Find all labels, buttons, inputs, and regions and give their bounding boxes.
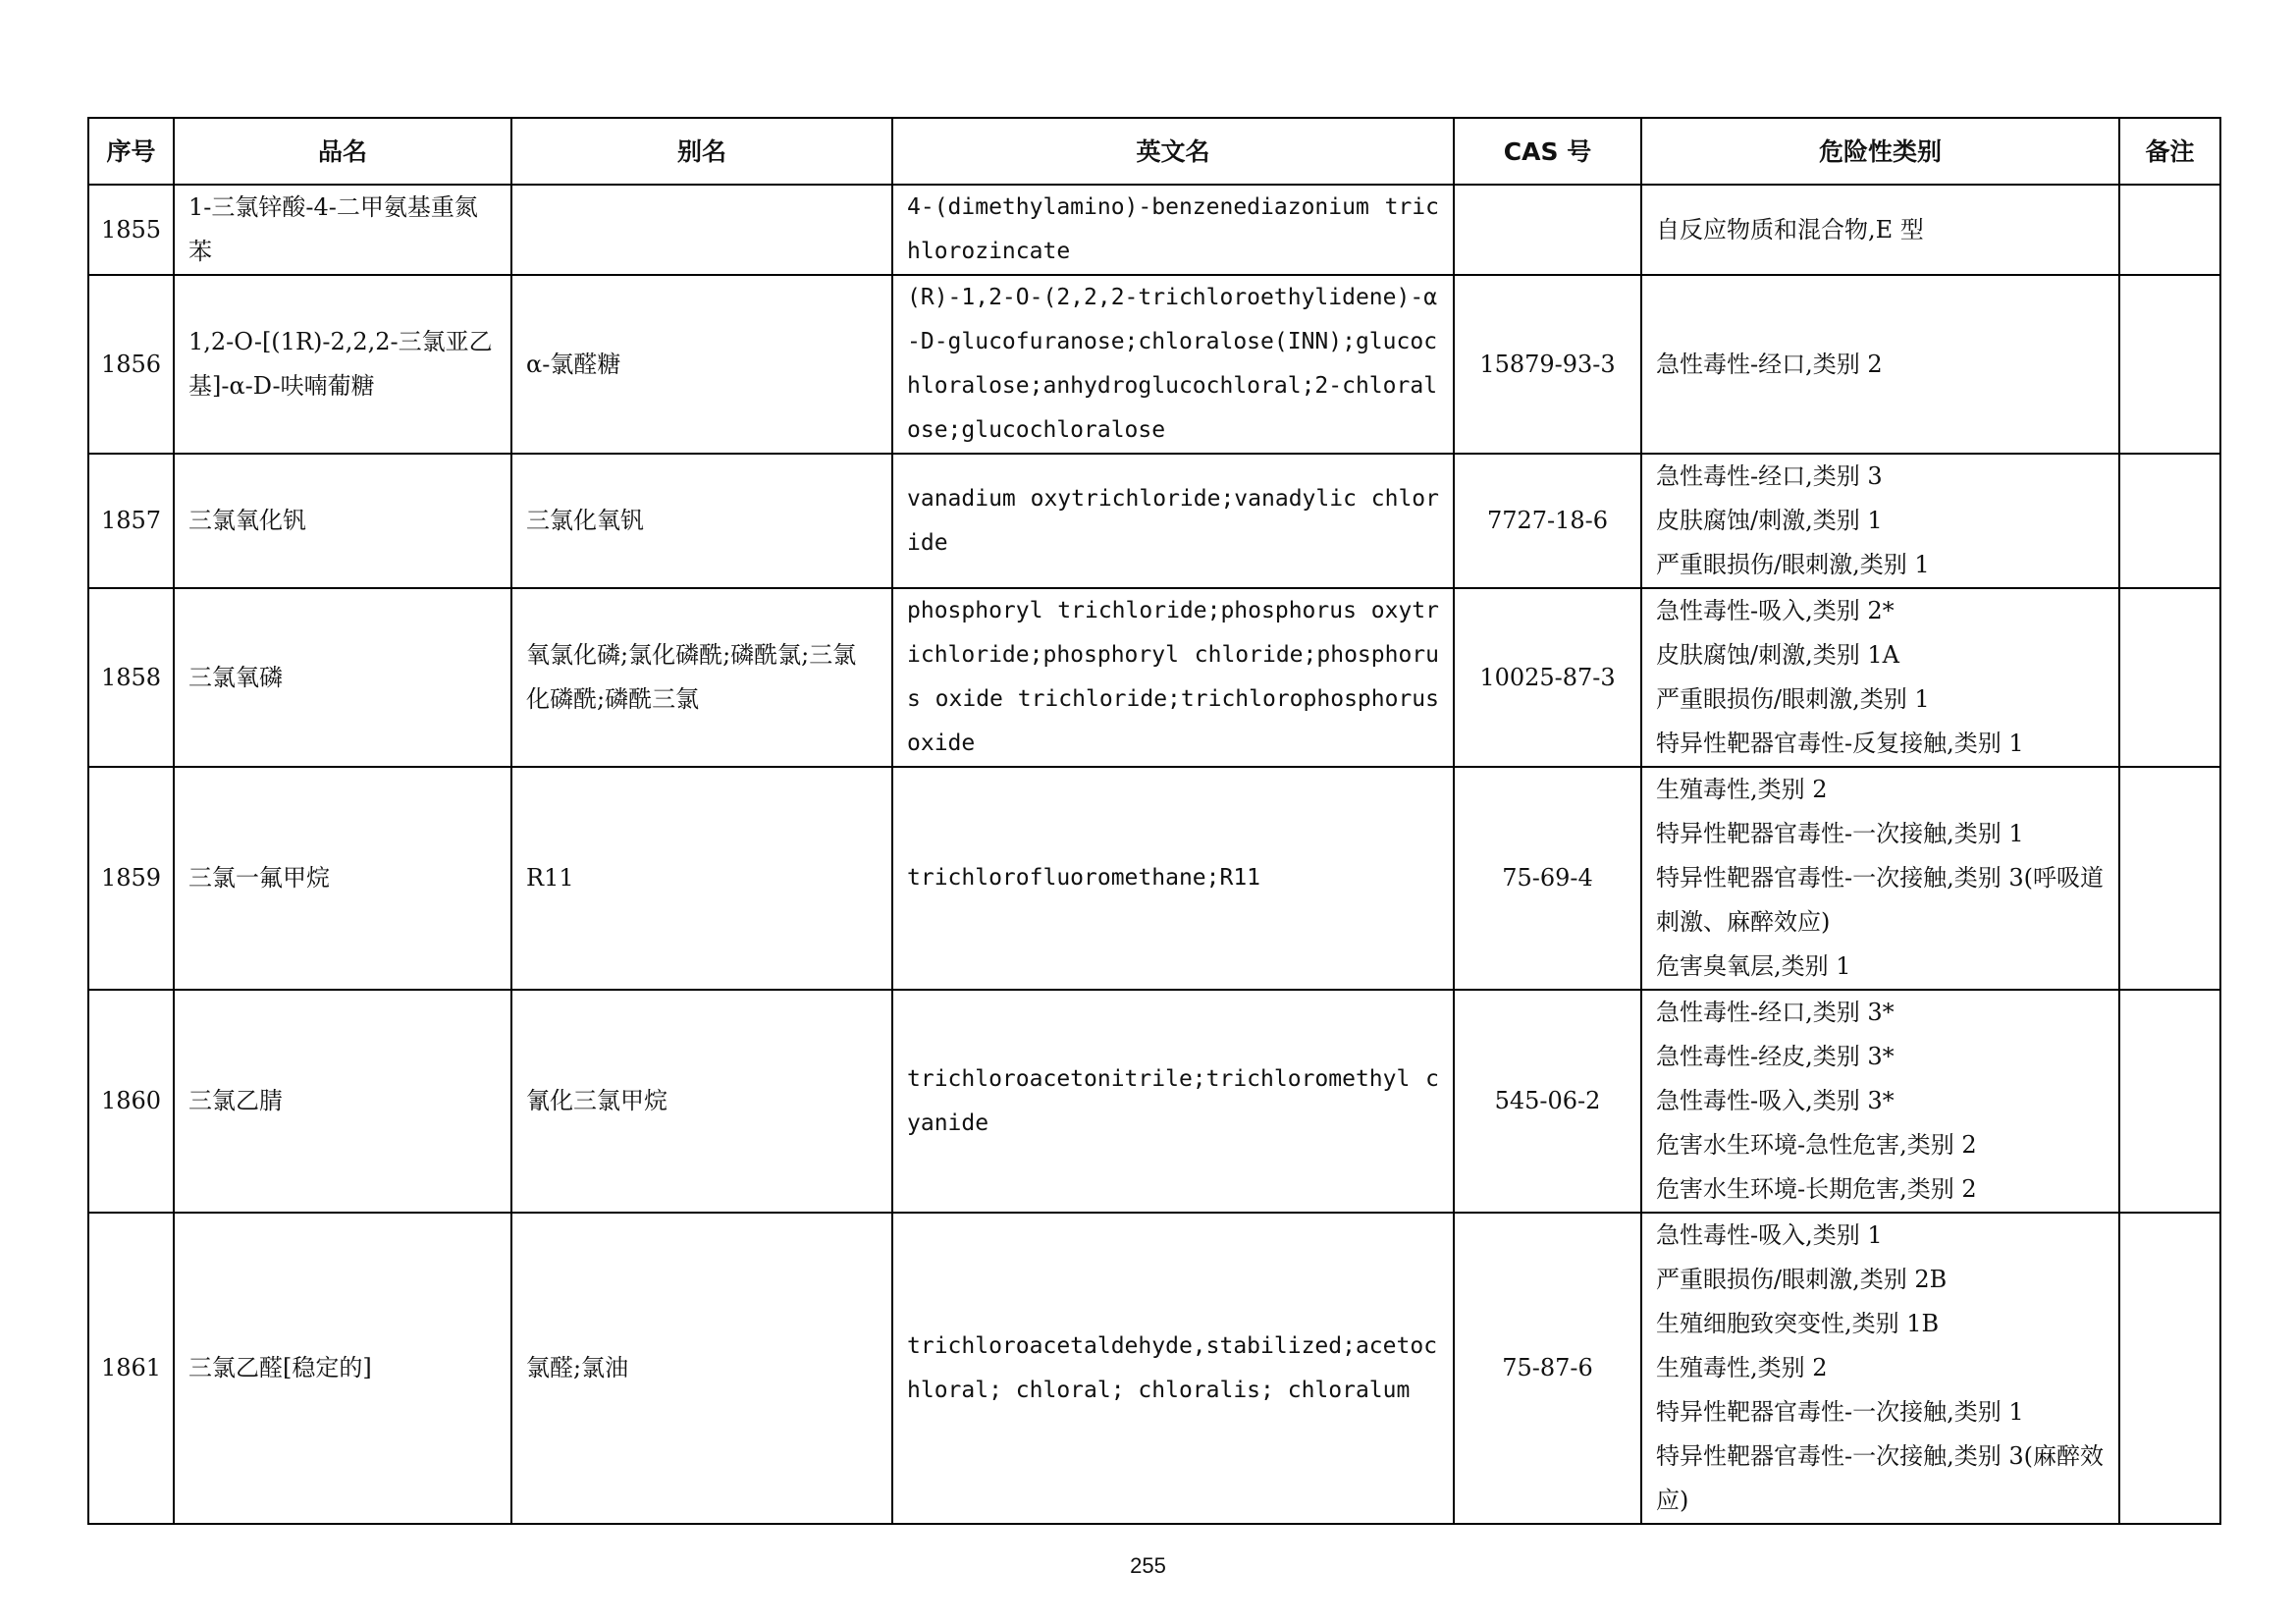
cell-cas: 7727-18-6	[1454, 454, 1641, 588]
cell-cas: 75-69-4	[1454, 767, 1641, 990]
cell-hazard	[1641, 454, 2119, 588]
table-row	[88, 588, 2220, 767]
cell-no: 1859	[88, 767, 174, 990]
hazard-class: 急性毒性-吸入,类别 1	[1656, 1221, 1883, 1249]
cell-hazard	[1641, 1213, 2119, 1524]
hazard-class: 特异性靶器官毒性-一次接触,类别 3(呼吸道刺激、麻醉效应)	[1656, 864, 2104, 936]
cell-english: trichloroacetonitrile;trichloromethyl cyanide	[892, 990, 1454, 1213]
header-hazard: 危险性类别	[1641, 118, 2119, 185]
cell-no: 1855	[88, 185, 174, 275]
table-row	[88, 275, 2220, 454]
table-row	[88, 767, 2220, 990]
cell-no: 1858	[88, 588, 174, 767]
hazard-class: 急性毒性-经皮,类别 3*	[1656, 1043, 1895, 1070]
hazard-class: 危害臭氧层,类别 1	[1656, 952, 1851, 980]
hazard-class: 严重眼损伤/眼刺激,类别 2B	[1656, 1266, 1948, 1293]
cell-remark	[2119, 1213, 2220, 1524]
hazard-class: 皮肤腐蚀/刺激,类别 1	[1656, 507, 1883, 534]
table-header-row	[88, 118, 2220, 185]
cell-cas: 10025-87-3	[1454, 588, 1641, 767]
hazardous-chemicals-table	[87, 117, 2221, 1525]
cell-english: (R)-1,2-O-(2,2,2-trichloroethylidene)-α-D-glucofuranose;chloralose(INN);glucochloralose;anhydroglucochloral;2-chloralose;glucochloralose	[892, 275, 1454, 454]
header-cas: CAS 号	[1454, 118, 1641, 185]
hazard-class: 严重眼损伤/眼刺激,类别 1	[1656, 551, 1930, 578]
cell-alias: α-氯醛糖	[511, 275, 892, 454]
hazard-class: 危害水生环境-长期危害,类别 2	[1656, 1175, 1977, 1203]
table-row	[88, 454, 2220, 588]
hazard-class: 特异性靶器官毒性-反复接触,类别 1	[1656, 730, 2024, 757]
cell-alias: 氧氯化磷;氯化磷酰;磷酰氯;三氯化磷酰;磷酰三氯	[511, 588, 892, 767]
cell-hazard	[1641, 767, 2119, 990]
table-body	[88, 185, 2220, 1524]
cell-name: 三氯一氟甲烷	[174, 767, 511, 990]
table-row	[88, 185, 2220, 275]
cell-remark	[2119, 767, 2220, 990]
hazard-class: 皮肤腐蚀/刺激,类别 1A	[1656, 641, 1899, 669]
cell-english: 4-(dimethylamino)-benzenediazonium trichlorozincate	[892, 185, 1454, 275]
cell-english: trichlorofluoromethane;R11	[892, 767, 1454, 990]
table-row	[88, 1213, 2220, 1524]
cell-alias: 三氯化氧钒	[511, 454, 892, 588]
hazard-class: 生殖毒性,类别 2	[1656, 1354, 1828, 1381]
cell-cas	[1454, 185, 1641, 275]
cell-name: 三氯乙腈	[174, 990, 511, 1213]
hazard-class: 急性毒性-吸入,类别 3*	[1656, 1087, 1895, 1114]
hazard-class: 急性毒性-经口,类别 3	[1656, 462, 1883, 490]
cell-name: 1,2-O-[(1R)-2,2,2-三氯亚乙基]-α-D-呋喃葡糖	[174, 275, 511, 454]
cell-cas: 75-87-6	[1454, 1213, 1641, 1524]
hazard-class: 生殖毒性,类别 2	[1656, 776, 1828, 803]
cell-remark	[2119, 275, 2220, 454]
cell-name: 三氯氧化钒	[174, 454, 511, 588]
header-name: 品名	[174, 118, 511, 185]
header-remark: 备注	[2119, 118, 2220, 185]
hazard-class: 特异性靶器官毒性-一次接触,类别 1	[1656, 1398, 2024, 1426]
header-english: 英文名	[892, 118, 1454, 185]
cell-remark	[2119, 990, 2220, 1213]
cell-remark	[2119, 454, 2220, 588]
table-row	[88, 990, 2220, 1213]
cell-hazard	[1641, 990, 2119, 1213]
cell-alias: 氰化三氯甲烷	[511, 990, 892, 1213]
cell-no: 1860	[88, 990, 174, 1213]
cell-cas: 15879-93-3	[1454, 275, 1641, 454]
cell-alias: 氯醛;氯油	[511, 1213, 892, 1524]
hazard-class: 特异性靶器官毒性-一次接触,类别 3(麻醉效应)	[1656, 1442, 2104, 1514]
cell-no: 1856	[88, 275, 174, 454]
cell-alias	[511, 185, 892, 275]
hazard-class: 严重眼损伤/眼刺激,类别 1	[1656, 685, 1930, 713]
hazard-class: 特异性靶器官毒性-一次接触,类别 1	[1656, 820, 2024, 847]
hazard-class: 危害水生环境-急性危害,类别 2	[1656, 1131, 1977, 1159]
header-alias: 别名	[511, 118, 892, 185]
page-number: 255	[1130, 1553, 1166, 1578]
cell-remark	[2119, 588, 2220, 767]
cell-name: 三氯乙醛[稳定的]	[174, 1213, 511, 1524]
cell-no: 1857	[88, 454, 174, 588]
hazard-class: 生殖细胞致突变性,类别 1B	[1656, 1310, 1940, 1337]
header-no: 序号	[88, 118, 174, 185]
cell-alias: R11	[511, 767, 892, 990]
hazard-class: 急性毒性-经口,类别 3*	[1656, 999, 1895, 1026]
hazard-class: 急性毒性-吸入,类别 2*	[1656, 597, 1895, 624]
hazard-class: 急性毒性-经口,类别 2	[1656, 350, 1883, 378]
cell-no: 1861	[88, 1213, 174, 1524]
cell-hazard	[1641, 275, 2119, 454]
cell-hazard	[1641, 185, 2119, 275]
cell-hazard	[1641, 588, 2119, 767]
cell-english: phosphoryl trichloride;phosphorus oxytrichloride;phosphoryl chloride;phosphorus oxide trichloride;trichlorophosphorus oxide	[892, 588, 1454, 767]
cell-remark	[2119, 185, 2220, 275]
cell-name: 1-三氯锌酸-4-二甲氨基重氮苯	[174, 185, 511, 275]
hazard-class: 自反应物质和混合物,E 型	[1656, 215, 1924, 244]
cell-english: vanadium oxytrichloride;vanadylic chloride	[892, 454, 1454, 588]
cell-cas: 545-06-2	[1454, 990, 1641, 1213]
cell-name: 三氯氧磷	[174, 588, 511, 767]
cell-english: trichloroacetaldehyde,stabilized;acetochloral; chloral; chloralis; chloralum	[892, 1213, 1454, 1524]
